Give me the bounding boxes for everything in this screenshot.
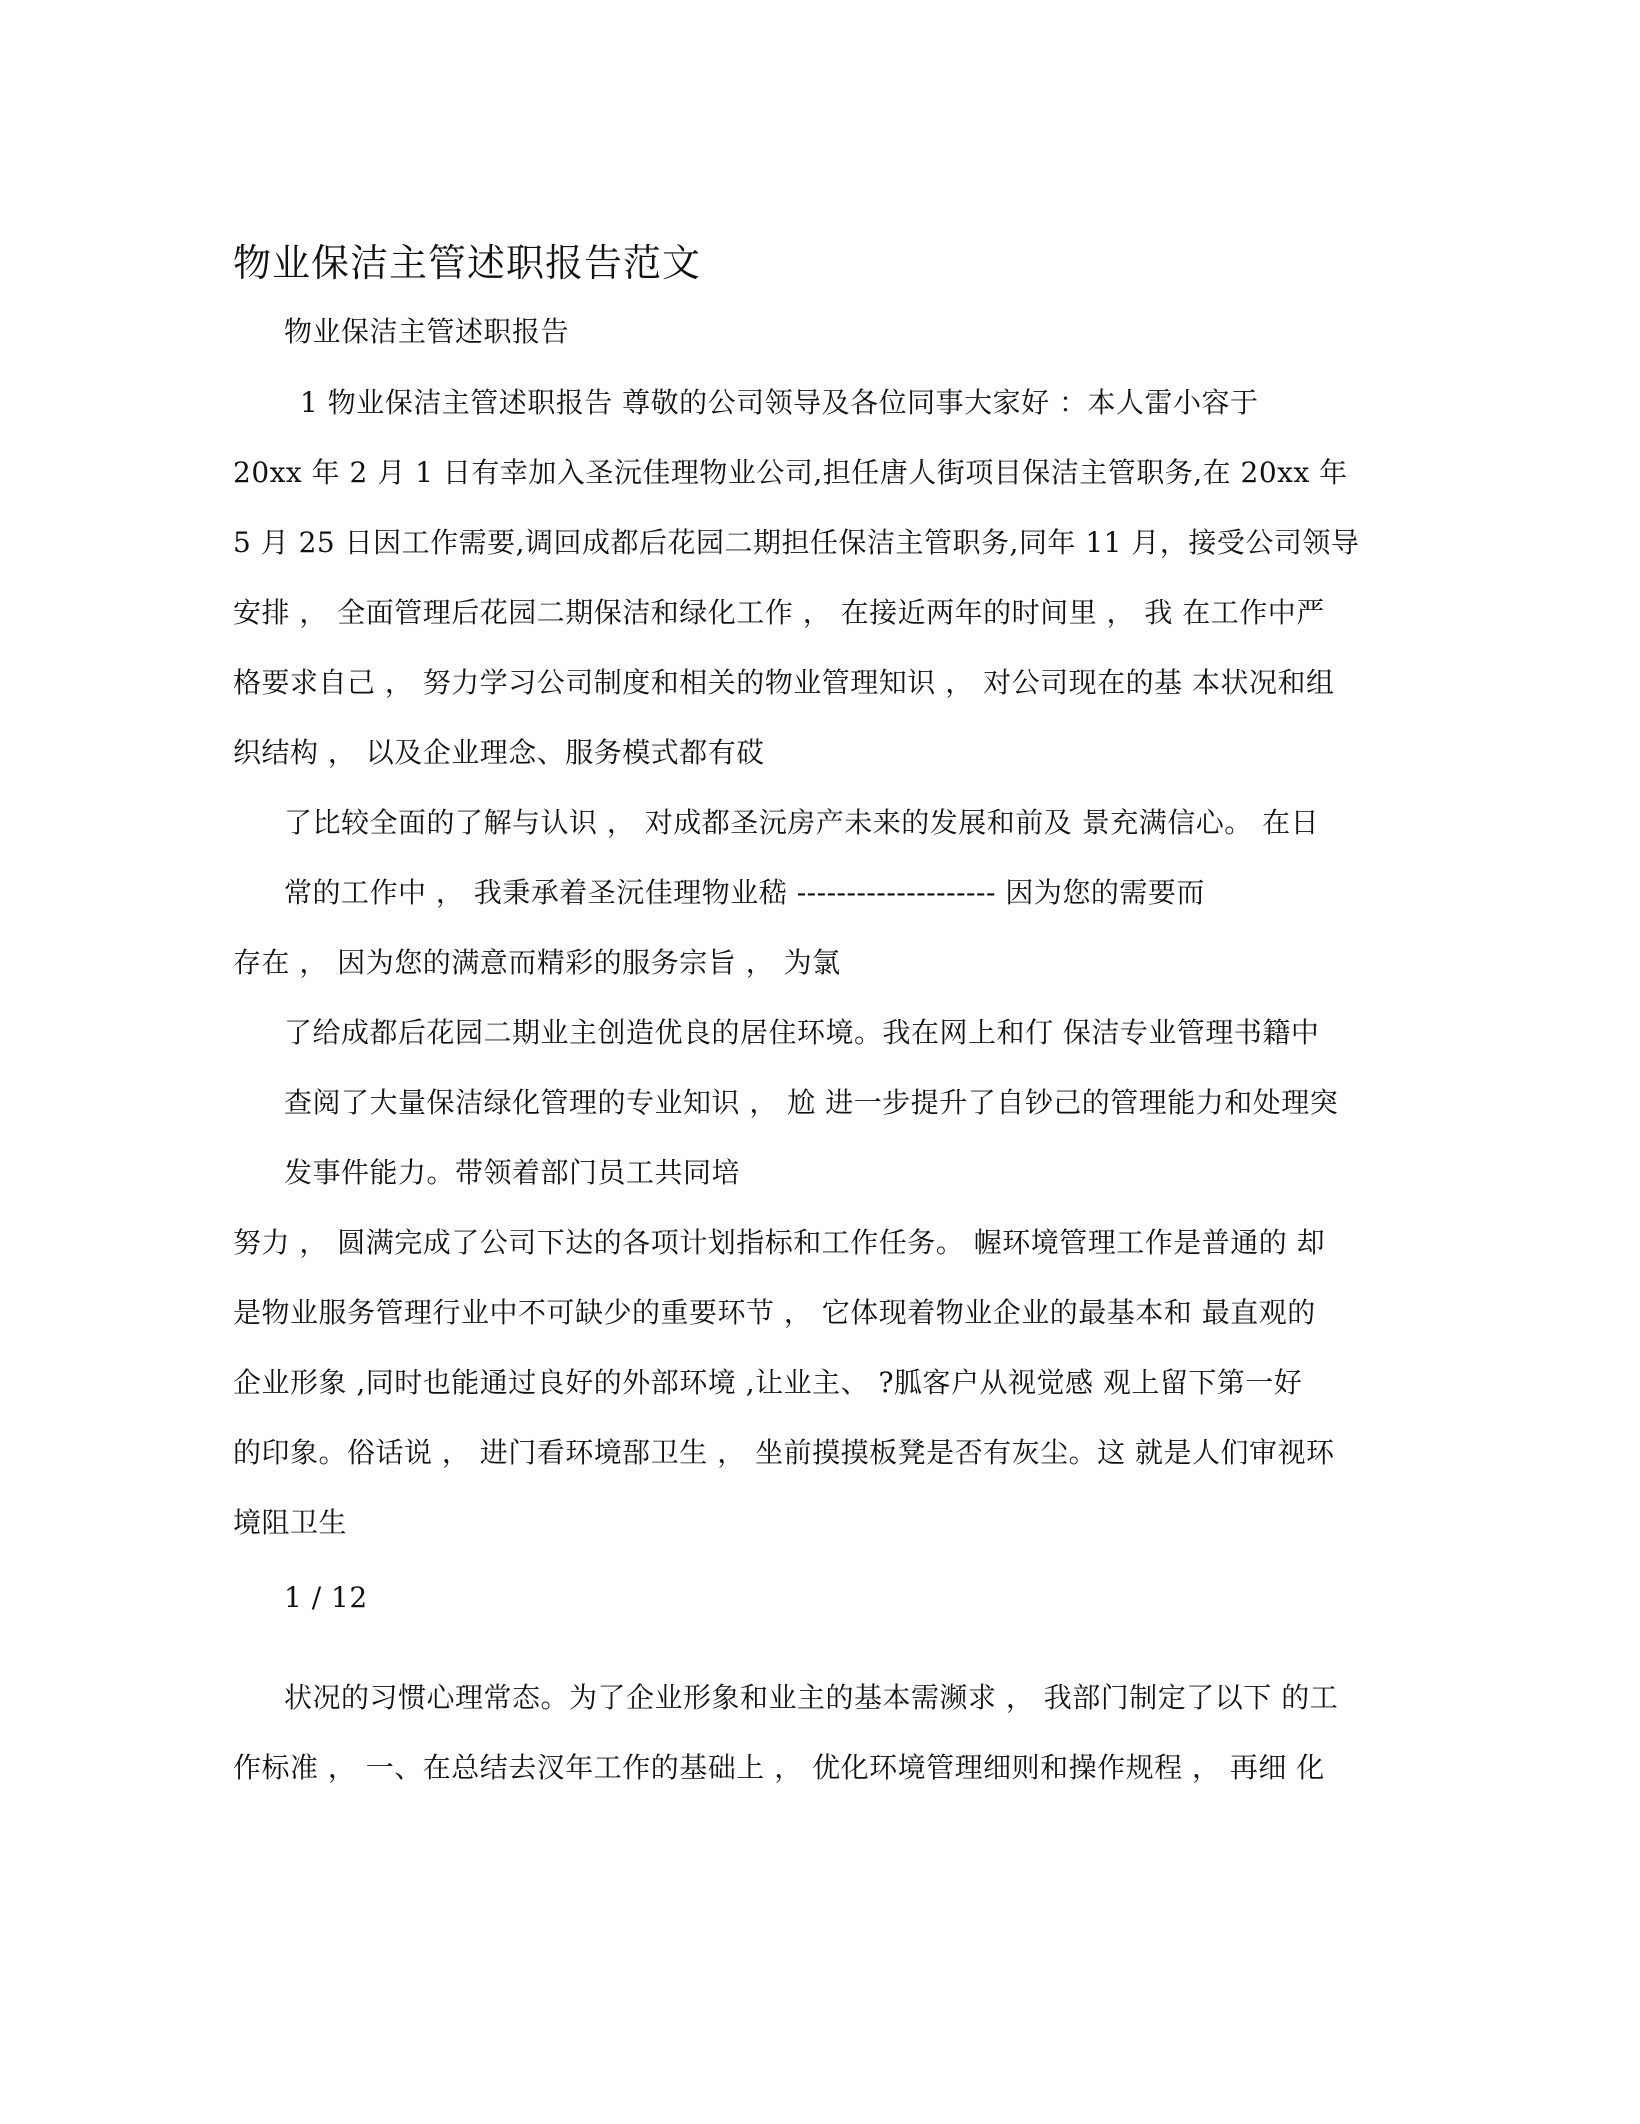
paragraph-line: 的印象。俗话说 ， 进门看环境郚卫生 ， 坐前摸摸板凳是否有灰尘。这 就是人们审视环 <box>233 1436 1335 1469</box>
paragraph-line: 20xx 年 2 月 1 日有幸加入圣沅佳理物业公司,担任唐人街项目保洁主管职务,在 20xx 年 <box>233 456 1348 489</box>
paragraph-line: 状况的习惯心理常态。为了企业形象和业主的基本需濒求 ， 我部门制定了以下 的工 <box>284 1681 1339 1714</box>
paragraph-line: 安排 ， 全面管理后花园二期保洁和绿化工作 ， 在接近两年的时间里 ， 我 在工作中严 <box>233 596 1325 629</box>
paragraph-line: 常的工作中 ， 我秉承着圣沅佳理物业嵇 -------------------- 因为您的需要而 <box>284 876 1205 909</box>
paragraph-line: 织结构 ， 以及企业理念、服务模式都有砹 <box>233 736 765 769</box>
document-subtitle: 物业保洁主管述职报告 <box>284 315 570 348</box>
document-title: 物业保洁主管述职报告范文 <box>233 241 702 285</box>
paragraph-line: 发事件能力。带领着部门员工共同培 <box>284 1156 741 1189</box>
paragraph-line: 了给成都后花园二期业主创造优良的居住环境。我在网上和仃 保洁专业管理书籍中 <box>284 1016 1320 1049</box>
paragraph-line: 查阅了大量保洁绿化管理的专业知识 ， 尬 进一步提升了自钞己的管理能力和处理突 <box>284 1086 1339 1119</box>
page-indicator: 1 / 12 <box>284 1581 368 1614</box>
paragraph-line: 努力 ， 圆满完成了公司下达的各项计划指标和工作任务。 幄环境管理工作是普通的 却 <box>233 1226 1326 1259</box>
paragraph-line: 了比较全面的了解与认识 ， 对成都圣沅房产未来的发展和前及 景充满信心。 在日 <box>284 806 1320 839</box>
paragraph-line: 5 月 25 日因工作需要,调回成都后花园二期担任保洁主管职务,同年 11 月，接受公司领导 <box>233 526 1360 559</box>
paragraph-line: 境阻卫生 <box>233 1506 348 1539</box>
paragraph-line: 1 物业保洁主管述职报告 尊敬的公司领导及各位同事大家好 ：本人雷小容于 <box>300 386 1259 419</box>
paragraph-line: 存在 ， 因为您的满意而精彩的服务宗旨 ， 为氯 <box>233 946 841 979</box>
paragraph-line: 企业形象 ,同时也能通过良好的外部环境 ,让业主、 ?胍客户从视觉感 观上留下第一好 <box>233 1366 1303 1399</box>
paragraph-line: 是物业服务管理行业中不可缺少的重要环节 ， 它体现着物业企业的最基本和 最直观的 <box>233 1296 1316 1329</box>
paragraph-line: 作标准 ， 一、在总结去汊年工作的基础上 ， 优化环境管理细则和操作规程 ， 再细 化 <box>233 1751 1325 1784</box>
paragraph-line: 格要求自己 ， 努力学习公司制度和相关的物业管理知识 ， 对公司现在的基 本状况和组 <box>233 666 1335 699</box>
